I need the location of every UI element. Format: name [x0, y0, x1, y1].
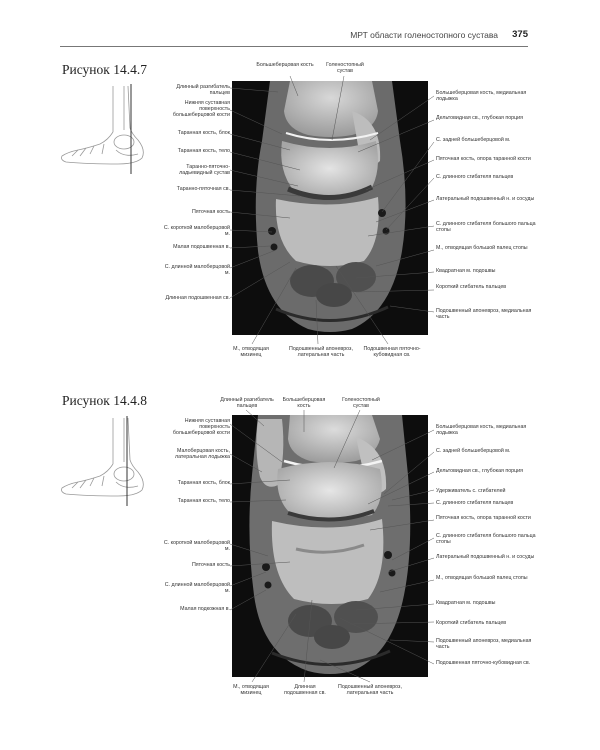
running-header [60, 28, 528, 48]
figure-2-foot-locator-icon [58, 416, 168, 506]
fig2-left-label-3: Таранная кость, блок [177, 480, 230, 486]
fig2-bottom-label-2: Длинная подошвенная св. [284, 684, 326, 697]
fig1-right-label-6: Латеральный подошвенный н. и сосуды [436, 196, 535, 202]
fig1-top-label-ankle-joint: Голеностопный сустав [326, 62, 364, 75]
fig1-right-label-1: Большеберцовая кость, медиальная лодыжка [436, 90, 527, 103]
section-title: МРТ области голеностопного сустава [350, 30, 498, 40]
fig1-left-label-10: С. длинной малоберцовой м. [164, 264, 230, 277]
page-number: 375 [512, 29, 528, 40]
figure-2-mri-image [232, 415, 428, 677]
fig2-top-label-3: Голеностопный сустав [342, 397, 380, 410]
fig1-right-label-3: С. задней большеберцовой м. [436, 137, 511, 143]
fig2-right-label-10: Квадратная м. подошвы [436, 600, 496, 606]
fig1-bottom-label-1: М., отводящая мизинец [233, 346, 269, 359]
figure-1-title: Рисунок 14.4.7 [62, 62, 147, 77]
figure-1-mri-image [232, 81, 428, 335]
fig1-left-label-6: Таранно-пяточная св. [176, 186, 230, 192]
fig1-left-label-9: Малая подошвенная в. [173, 244, 230, 250]
figure-1-foot-locator-icon [58, 84, 168, 174]
fig2-right-label-7: С. длинного сгибателя большого пальца стопы [436, 533, 536, 546]
fig1-right-label-9: Квадратная м. подошвы [436, 268, 496, 274]
fig2-right-label-4: Удерживатель с. сгибателей [436, 488, 506, 494]
fig1-right-label-11: Подошвенный апоневроз, медиальная часть [436, 308, 532, 321]
fig2-left-label-4: Таранная кость, тело [177, 498, 230, 504]
fig1-left-label-11: Длинная подошвенная св. [165, 295, 230, 301]
fig2-right-label-13: Подошвенная пяточно-кубовидная св. [436, 660, 531, 666]
fig2-bottom-label-3: Подошвенный апоневроз, латеральная часть [338, 684, 402, 697]
fig1-left-label-1: Длинный разгибатель пальцев [176, 84, 230, 97]
fig2-left-label-8: Малая подкожная в. [180, 606, 230, 612]
fig2-right-label-3: Дельтовидная св., глубокая порция [436, 468, 523, 474]
fig1-right-label-5: С. длинного сгибателя пальцев [436, 174, 514, 180]
fig2-right-label-2: С. задней большеберцовой м. [436, 448, 511, 454]
fig2-right-label-1: Большеберцовая кость, медиальная лодыжка [436, 424, 527, 437]
fig2-left-label-5: С. короткой малоберцовой м. [163, 540, 230, 553]
fig1-right-label-2: Дельтовидная св., глубокая порция [436, 115, 523, 121]
fig1-bottom-label-3: Подошвенная пяточно-кубовидная св. [363, 346, 421, 359]
fig1-left-label-4: Таранная кость, тело [177, 148, 230, 154]
fig1-left-label-7: Пяточная кость [192, 209, 230, 215]
fig2-top-label-1: Длинный разгибатель пальцев [220, 397, 274, 410]
fig2-left-label-7: С. длинной малоберцовой м. [164, 582, 230, 595]
fig1-left-label-2: Нижняя суставная поверхность большеберцовой кости [172, 100, 230, 119]
fig1-right-label-4: Пяточная кость, опора таранной кости [436, 156, 531, 162]
fig2-right-label-11: Короткий сгибатель пальцев [436, 620, 507, 626]
fig2-top-label-2: Большеберцовая кость [282, 397, 326, 410]
fig2-right-label-6: Пяточная кость, опора таранной кости [436, 515, 531, 521]
header-rule [60, 46, 528, 47]
fig1-top-label-tibia: Большеберцовая кость [256, 62, 314, 68]
fig1-left-label-3: Таранная кость, блок [177, 130, 230, 136]
fig2-left-label-2: Малоберцовая кость, латеральная лодыжка [175, 448, 230, 461]
fig2-right-label-5: С. длинного сгибателя пальцев [436, 500, 514, 506]
fig2-right-label-8: Латеральный подошвенный н. и сосуды [436, 554, 535, 560]
fig1-left-label-5: Таранно-пяточно-ладьевидный сустав [179, 164, 230, 177]
fig2-right-label-12: Подошвенный апоневроз, медиальная часть [436, 638, 532, 651]
fig1-right-label-8: М., отводящая большой палец стопы [436, 245, 528, 251]
fig1-right-label-7: С. длинного сгибателя большого пальца стопы [436, 221, 536, 234]
fig2-right-label-9: М., отводящая большой палец стопы [436, 575, 528, 581]
fig2-left-label-6: Пяточная кость [192, 562, 230, 568]
figure-2-title: Рисунок 14.4.8 [62, 393, 147, 408]
fig2-bottom-label-1: М., отводящая мизинец [233, 684, 269, 697]
fig1-bottom-label-2: Подошвенный апоневроз, латеральная часть [289, 346, 353, 359]
fig2-left-label-1: Нижняя суставная поверхность большеберцовой кости [172, 418, 230, 437]
fig1-right-label-10: Короткий сгибатель пальцев [436, 284, 507, 290]
fig1-left-label-8: С. короткой малоберцовой м. [163, 225, 230, 238]
